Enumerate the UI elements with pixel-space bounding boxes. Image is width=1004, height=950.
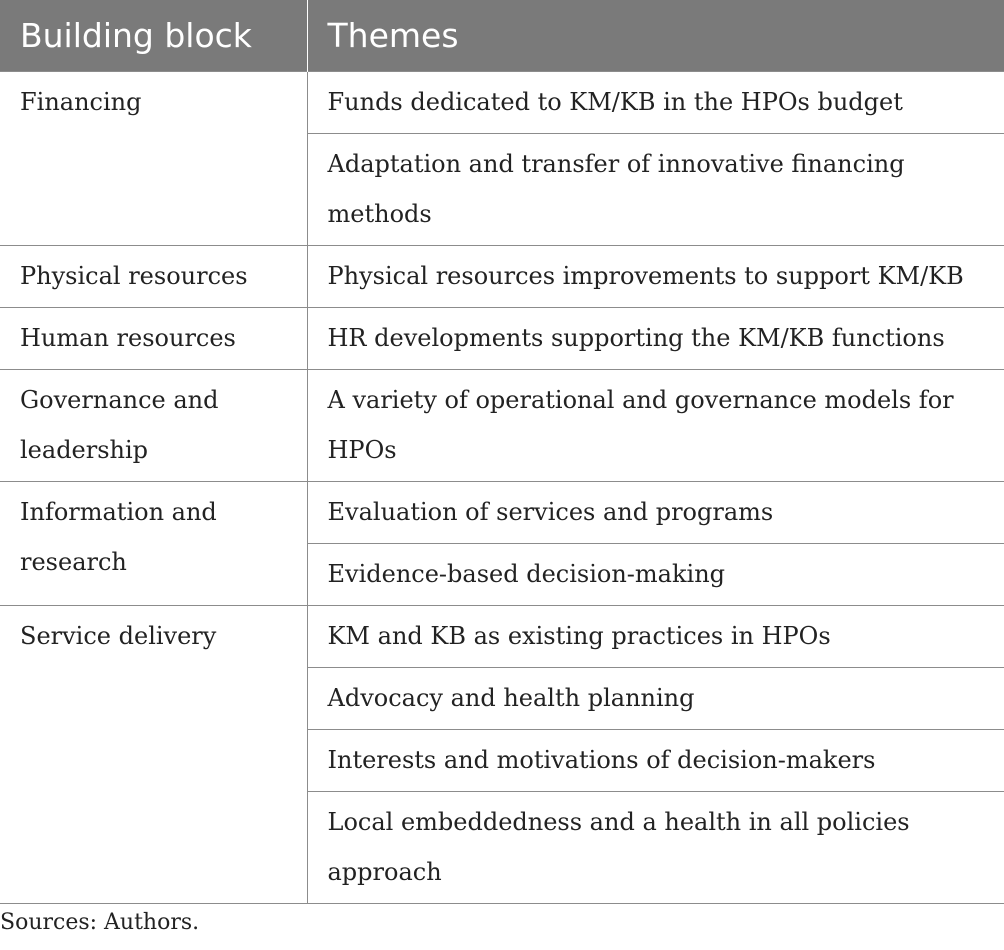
theme-cell: Evaluation of services and programs (307, 481, 1004, 543)
theme-cell: Interests and motivations of decision-makers (307, 729, 1004, 791)
theme-cell: Advocacy and health planning (307, 667, 1004, 729)
building-block-cell: Service delivery (0, 605, 307, 903)
theme-cell: Funds dedicated to KM/KB in the HPOs budget (307, 71, 1004, 133)
table-header (0, 0, 1004, 71)
header-themes: Themes (307, 0, 1004, 71)
building-block-cell: Information and research (0, 481, 307, 605)
table-row (0, 307, 1004, 369)
building-block-cell: Physical resources (0, 245, 307, 307)
theme-cell: Evidence-based decision-making (307, 543, 1004, 605)
table-row (0, 245, 1004, 307)
table-row (0, 481, 1004, 543)
theme-cell: Local embeddedness and a health in all policies approach (307, 791, 1004, 903)
building-block-cell: Governance and leadership (0, 369, 307, 481)
table-row (0, 71, 1004, 133)
table-body (0, 71, 1004, 903)
building-block-cell: Human resources (0, 307, 307, 369)
source-note: Sources: Authors. (0, 910, 200, 935)
theme-cell: Physical resources improvements to support KM/KB (307, 245, 1004, 307)
header-row (0, 0, 1004, 71)
theme-cell: HR developments supporting the KM/KB functions (307, 307, 1004, 369)
building-block-cell: Financing (0, 71, 307, 245)
header-building-block: Building block (0, 0, 307, 71)
theme-cell: Adaptation and transfer of innovative financing methods (307, 133, 1004, 245)
theme-cell: KM and KB as existing practices in HPOs (307, 605, 1004, 667)
table-row (0, 369, 1004, 481)
theme-cell: A variety of operational and governance models for HPOs (307, 369, 1004, 481)
table-row (0, 605, 1004, 667)
